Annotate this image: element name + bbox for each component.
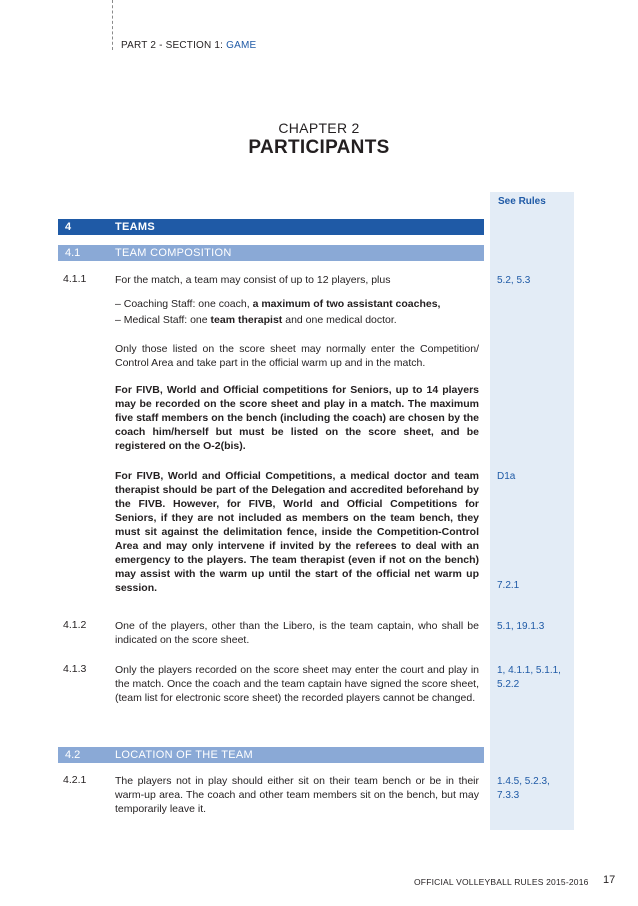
bullet-text-end: and one medical doctor.: [282, 314, 397, 326]
section-bar-4-1: [58, 245, 484, 261]
rule-ref: 1, 4.1.1, 5.1.1, 5.2.2: [497, 665, 561, 690]
rule-ref: D1a: [497, 471, 516, 482]
bullet-text: – Medical Staff: one: [115, 314, 211, 326]
section-header-accent: GAME: [226, 40, 257, 51]
footer-title: OFFICIAL VOLLEYBALL RULES 2015-2016: [414, 877, 589, 887]
rule-4-2-1-text: The players not in play should either sit on their team bench or be in their warm-up area. The coach and other team members sit on the bench, but may temporarily leave it.: [115, 775, 479, 815]
section-header: [121, 40, 256, 51]
section-bar-4-2: [58, 747, 484, 763]
rule-ref: 5.1, 19.1.3: [497, 621, 545, 632]
section-bar-4: [58, 219, 484, 235]
rule-4-1-1-seniors-paragraph: For FIVB, World and Official competitions for Seniors, up to 14 players may be recorded on the score sheet and play in a match. The maximum five staff members on the bench (including the coach) are chosen by the coach him/herself but must be listed on the score sheet, and be registered on the O-2(bis).: [115, 384, 479, 452]
page-number: 17: [603, 874, 616, 886]
rule-number-4-1-2: 4.1.2: [63, 619, 87, 631]
chapter-label: CHAPTER 2: [278, 120, 360, 136]
header-divider: [112, 0, 113, 50]
bullet-bold: team therapist: [210, 314, 283, 326]
see-rules-heading: See Rules: [498, 196, 546, 207]
rule-4-1-2-text: One of the players, other than the Libero, is the team captain, who shall be indicated on the score sheet.: [115, 620, 479, 646]
section-number: 4.2: [65, 749, 81, 761]
rule-4-1-1-bullet-medical: [115, 313, 479, 327]
rule-4-1-1-bullet-coaching: [115, 297, 479, 311]
section-number: 4.1: [65, 247, 81, 259]
section-header-prefix: PART 2 - SECTION 1:: [121, 40, 227, 51]
rule-ref: 1.4.5, 5.2.3, 7.3.3: [497, 776, 550, 801]
rule-4-1-1-intro: For the match, a team may consist of up to 12 players, plus: [115, 274, 391, 286]
rule-number-4-1-3: 4.1.3: [63, 663, 87, 675]
rule-4-1-1-listed-paragraph: Only those listed on the score sheet may normally enter the Competition/ Control Area and take part in the official warm up and in the match.: [115, 343, 479, 369]
rule-ref: 5.2, 5.3: [497, 275, 531, 286]
bullet-bold: a maximum of two assistant coaches,: [252, 298, 441, 310]
rule-number-4-2-1: 4.2.1: [63, 774, 87, 786]
chapter-title: PARTICIPANTS: [248, 137, 390, 158]
section-title: TEAMS: [115, 221, 155, 233]
section-title: LOCATION OF THE TEAM: [115, 749, 254, 761]
rule-4-1-3-text: Only the players recorded on the score sheet may enter the court and play in the match. Once the coach and the team captain have signed the score sheet, (team list for electronic score sheet) the recorded players cannot be changed.: [115, 664, 479, 704]
rule-4-1-1-medical-paragraph: For FIVB, World and Official Competitions, a medical doctor and team therapist should be part of the Delegation and accredited beforehand by the FIVB. However, for FIVB, World and Official Competitions for Seniors, if they are not included as members on the team bench, they must sit against the delimitation fence, inside the Competition-Control Area and may only intervene if invited by the referees to deal with an emergency to the players. The team therapist (even if not on the bench) may assist with the warm up until the start of the official net warm up session.: [115, 470, 479, 594]
section-number: 4: [65, 221, 72, 233]
rule-number-4-1-1: 4.1.1: [63, 273, 87, 285]
rule-ref: 7.2.1: [497, 580, 520, 591]
bullet-text: – Coaching Staff: one coach,: [115, 298, 253, 310]
section-title: TEAM COMPOSITION: [115, 247, 232, 259]
